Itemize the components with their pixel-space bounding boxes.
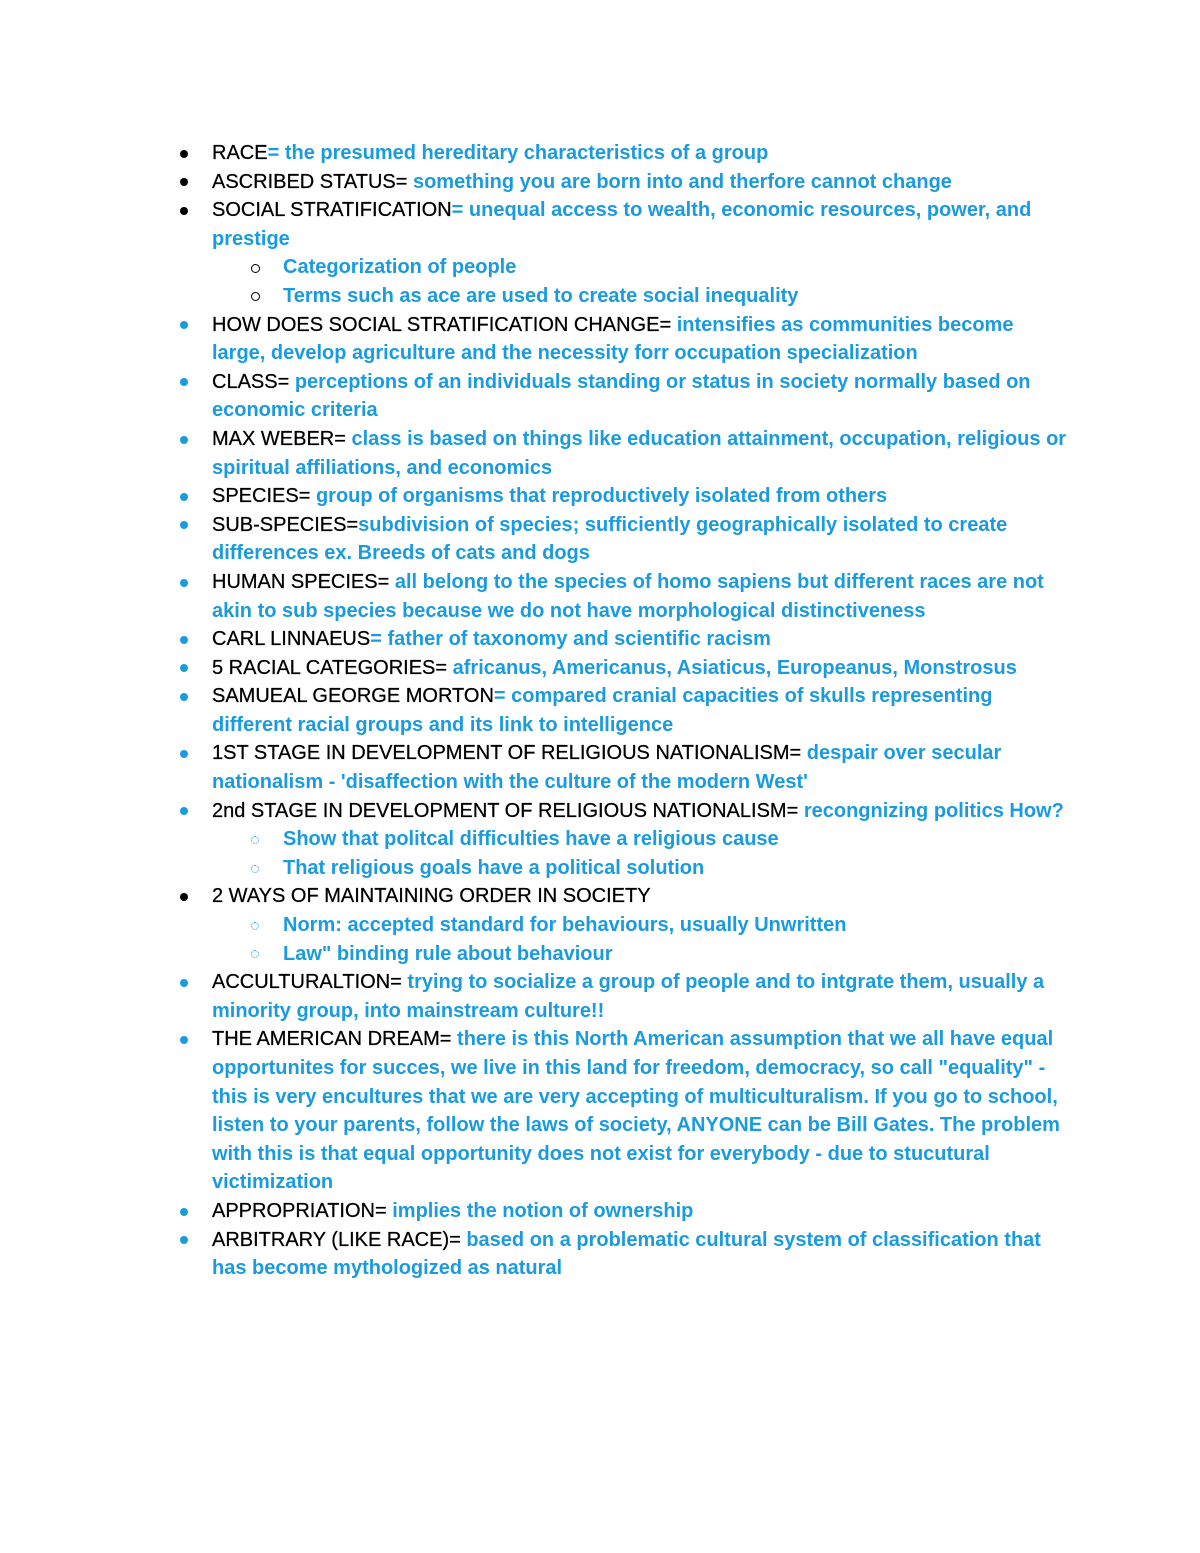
dotted-circle-icon xyxy=(247,940,263,969)
dotted-circle-icon xyxy=(247,911,263,940)
blue-dot-icon xyxy=(176,625,192,654)
term-label: CLASS= xyxy=(212,370,295,393)
blue-dot-icon xyxy=(176,425,192,454)
list-item xyxy=(212,882,1072,911)
list-item xyxy=(212,568,1072,625)
blue-dot-icon xyxy=(176,1025,192,1054)
blue-dot-icon xyxy=(176,1197,192,1226)
list-item xyxy=(212,739,1072,796)
hollow-circle-icon xyxy=(247,253,263,282)
sub-list-item xyxy=(283,253,1073,282)
term-label: 5 RACIAL CATEGORIES= xyxy=(212,656,453,679)
hollow-circle-icon xyxy=(247,282,263,311)
term-label: CARL LINNAEUS xyxy=(212,628,371,651)
list-item xyxy=(212,311,1072,368)
definition-text: something you are born into and therfore cannot change xyxy=(412,170,952,193)
term-label: ASCRIBED STATUS= xyxy=(212,170,413,193)
black-dot-icon xyxy=(176,882,192,911)
definition-text: intensifies as communities become large, develop agriculture and the necessity forr occupation specialization xyxy=(212,313,1014,365)
definition-text: Terms such as ace are used to create social inequality xyxy=(283,284,799,307)
term-label: 1ST STAGE IN DEVELOPMENT OF RELIGIOUS NATIONALISM= xyxy=(212,742,807,765)
blue-dot-icon xyxy=(176,1226,192,1255)
term-label: HOW DOES SOCIAL STRATIFICATION CHANGE= xyxy=(212,313,677,336)
black-dot-icon xyxy=(176,168,192,197)
list-item xyxy=(212,196,1072,253)
term-label: SAMUEAL GEORGE MORTON xyxy=(212,685,494,708)
term-label: SPECIES= xyxy=(212,485,316,508)
dotted-circle-icon xyxy=(247,854,263,883)
definition-text: perceptions of an individuals standing or status in society normally based on economic criteria xyxy=(212,370,1031,422)
list-item xyxy=(212,968,1072,1025)
definition-text: despair over secular nationalism - 'disaffection with the culture of the modern West' xyxy=(212,742,1002,794)
definition-text: Norm: accepted standard for behaviours, usually Unwritten xyxy=(283,914,847,937)
term-label: MAX WEBER= xyxy=(212,427,352,450)
black-dot-icon xyxy=(176,196,192,225)
list-item xyxy=(212,682,1072,739)
list-item xyxy=(212,1226,1072,1283)
term-label: SOCIAL STRATIFICATION xyxy=(212,199,452,222)
term-label: 2 WAYS OF MAINTAINING ORDER IN SOCIETY xyxy=(212,885,651,908)
blue-dot-icon xyxy=(176,797,192,826)
term-label: ARBITRARY (LIKE RACE)= xyxy=(212,1228,467,1251)
blue-dot-icon xyxy=(176,511,192,540)
blue-dot-icon xyxy=(176,368,192,397)
black-dot-icon xyxy=(176,139,192,168)
list-item xyxy=(212,1025,1072,1197)
blue-dot-icon xyxy=(176,682,192,711)
definition-text: based on a problematic cultural system of classification that has become mythologized as natural xyxy=(212,1228,1041,1280)
definition-text: = unequal access to wealth, economic resources, power, and prestige xyxy=(212,199,1032,250)
list-item xyxy=(212,797,1072,826)
list-item xyxy=(212,168,1072,197)
blue-dot-icon xyxy=(176,654,192,683)
sub-list-item xyxy=(283,854,1073,883)
term-label: 2nd STAGE IN DEVELOPMENT OF RELIGIOUS NATIONALISM= xyxy=(212,799,804,822)
definition-text: That religious goals have a political solution xyxy=(283,856,705,879)
list-item xyxy=(212,1197,1072,1226)
list-item xyxy=(212,482,1072,511)
term-label: HUMAN SPECIES= xyxy=(212,570,395,593)
sub-list-item xyxy=(283,825,1073,854)
blue-dot-icon xyxy=(176,968,192,997)
list-item xyxy=(212,425,1072,482)
blue-dot-icon xyxy=(176,482,192,511)
definition-text: there is this North American assumption that we all have equal opportunites for succes, we live in this land for freedom, democracy, so call "equality" - this is very encultures that we are very accepting of multiculturalism. If you go to school, listen to your parents, follow the laws of society, ANYONE can be Bill Gates. The problem with this is that equal opportunity does not exist for everybody - due to stucutural victimization xyxy=(212,1028,1060,1194)
definition-text: africanus, Americanus, Asiaticus, Europeanus, Monstrosus xyxy=(452,656,1017,679)
definition-text: = compared cranial capacities of skulls representing different racial groups and its link to intelligence xyxy=(212,685,993,736)
notes-list xyxy=(0,139,1200,1283)
definition-text: implies the notion of ownership xyxy=(392,1199,694,1222)
list-item xyxy=(212,625,1072,654)
definition-text: group of organisms that reproductively isolated from others xyxy=(315,485,888,508)
definition-text: Show that politcal difficulties have a religious cause xyxy=(283,828,779,851)
term-label: ACCULTURALTION= xyxy=(212,971,408,994)
definition-text: trying to socialize a group of people and to intgrate them, usually a minority group, into mainstream culture!! xyxy=(212,971,1045,1022)
definition-text: subdivision of species; sufficiently geographically isolated to create differences ex. Breeds of cats and dogs xyxy=(212,513,1008,565)
blue-dot-icon xyxy=(176,568,192,597)
sub-list-item xyxy=(283,911,1073,940)
definition-text: = the presumed hereditary characteristics of a group xyxy=(267,142,769,164)
term-label: RACE xyxy=(212,142,268,164)
sub-list-item xyxy=(283,282,1073,311)
term-label: SUB-SPECIES= xyxy=(212,513,359,536)
definition-text: Law" binding rule about behaviour xyxy=(283,942,613,965)
definition-text: Categorization of people xyxy=(283,256,517,279)
term-label: APPROPRIATION= xyxy=(212,1199,393,1222)
term-label: THE AMERICAN DREAM= xyxy=(212,1028,458,1051)
definition-text: recongnizing politics How? xyxy=(803,799,1064,822)
dotted-circle-icon xyxy=(247,825,263,854)
list-item xyxy=(212,654,1072,683)
list-item xyxy=(212,139,1072,168)
blue-dot-icon xyxy=(176,739,192,768)
blue-dot-icon xyxy=(176,311,192,340)
definition-text: = father of taxonomy and scientific racism xyxy=(370,628,771,651)
definition-text: class is based on things like education attainment, occupation, religious or spiritual affiliations, and economics xyxy=(212,427,1067,479)
definition-text: all belong to the species of homo sapiens but different races are not akin to sub species because we do not have morphological distinctiveness xyxy=(212,570,1044,622)
list-item xyxy=(212,368,1072,425)
sub-list-item xyxy=(283,940,1073,969)
list-item xyxy=(212,511,1072,568)
